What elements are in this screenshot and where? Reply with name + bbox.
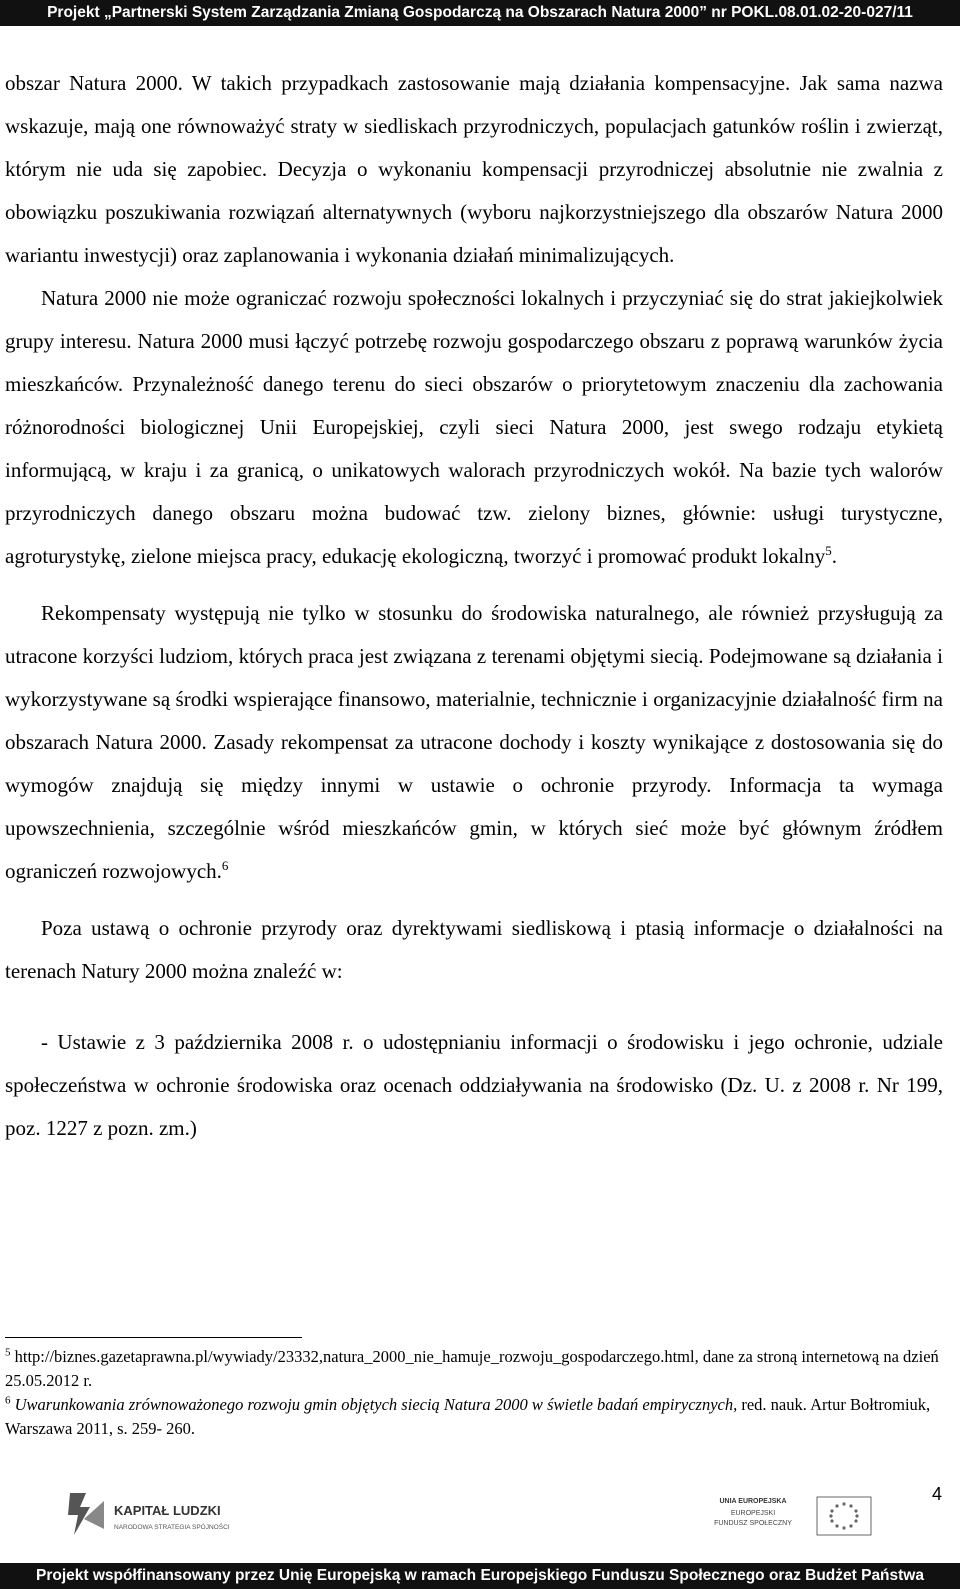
paragraph-1: obszar Natura 2000. W takich przypadkach zastosowanie mają działania kompensacyjne. Jak sama nazwa wskazuje, mają one równoważyć straty w siedliskach przyrodniczych, populacjach gatunków roślin i zwierząt, którym nie uda się zapobiec. Decyzja o wykonaniu kompensacji przyrodniczej absolutnie nie zwalnia z obowiązku poszukiwania rozwiązań alternatywnych (wyboru najkorzystniejszego dla obszarów Natura 2000 wariantu inwestycji) oraz zaplanowania i wykonania działań minimalizujących. <box>5 71 943 267</box>
paragraph-2-end: . <box>831 544 838 568</box>
footnote-6-rest: red. nauk. Artur Bołtromiuk, Warszawa 2011, s. 259- 260. <box>5 1395 931 1438</box>
body-text <box>5 62 943 1150</box>
footnote-5 <box>5 1345 943 1393</box>
footnotes <box>5 1345 943 1441</box>
footer-text: Projekt współfinansowany przez Unię Europejską w ramach Europejskiego Funduszu Społecznego oraz Budżet Państwa <box>36 1567 924 1584</box>
paragraph-3 <box>5 592 943 893</box>
footnote-ref-6: 6 <box>221 858 229 873</box>
logo-left-line2: NARODOWA STRATEGIA SPÓJNOŚCI <box>114 1524 230 1531</box>
logo-right-line2: EUROPEJSKI <box>730 1510 776 1517</box>
kapital-ludzki-logo <box>64 1489 249 1541</box>
footnote-6-number: 6 <box>5 1394 11 1407</box>
footnote-6 <box>5 1393 943 1441</box>
paragraph-5-list-item: - Ustawie z 3 października 2008 r. o udostępnianiu informacji o środowisku i jego ochronie, udziale społeczeństwa w ochronie środowiska oraz ocenach oddziaływania na środowisko (Dz. U. z 2008 r. Nr 199, poz. 1227 z pozn. zm.) <box>5 1030 943 1140</box>
paragraph-2-text: Natura 2000 nie może ograniczać rozwoju społeczności lokalnych i przyczyniać się do strat jakiejkolwiek grupy interesu. Natura 2000 musi łączyć potrzebę rozwoju gospodarczego obszaru z poprawą warunków życia mieszkańców. Przynależność danego terenu do sieci obszarów o priorytetowym znaczeniu dla zachowania różnorodności biologicznej Unii Europejskiej, czyli sieci Natura 2000, jest swego rodzaju etykietą informującą, w kraju i za granicą, o unikatowych walorach przyrodniczych wokół. Na bazie tych walorów przyrodniczych danego obszaru można budować tzw. zielony biznes, głównie: usługi turystyczne, agroturystykę, zielone miejsca pracy, edukację ekologiczną, tworzyć i promować produkt lokalny <box>5 286 943 568</box>
logo-right-line1: UNIA EUROPEJSKA <box>719 1498 787 1505</box>
footnote-5-number: 5 <box>5 1346 11 1359</box>
kapital-ludzki-emblem-icon <box>64 1489 249 1541</box>
page-number: 4 <box>931 1484 942 1504</box>
logo-right-line3: FUNDUSZ SPOŁECZNY <box>714 1520 792 1527</box>
eu-logo-group <box>705 1491 880 1541</box>
footnote-separator <box>5 1337 302 1338</box>
footnote-5-text: http://biznes.gazetaprawna.pl/wywiady/23332,natura_2000_nie_hamuje_rozwoju_gospodarczego.html, dane za stroną internetową na dzień 25.05.2012 r. <box>5 1347 939 1390</box>
header-text: Projekt „Partnerski System Zarządzania Zmianą Gospodarczą na Obszarach Natura 2000” nr POKL.08.01.02-20-027/11 <box>47 4 913 21</box>
paragraph-4: Poza ustawą o ochronie przyrody oraz dyrektywami siedliskową i ptasią informacje o działalności na terenach Natury 2000 można znaleźć w: <box>5 916 943 983</box>
page-footer-bar <box>0 1563 960 1589</box>
page-header-bar <box>0 0 960 26</box>
footnote-6-title: Uwarunkowania zrównoważonego rozwoju gmin objętych siecią Natura 2000 w świetle badań empirycznych, <box>14 1395 738 1414</box>
paragraph-3-text: Rekompensaty występują nie tylko w stosunku do środowiska naturalnego, ale również przysługują za utracone korzyści ludziom, których praca jest związana z terenami objętymi siecią. Podejmowane są działania i wykorzystywane są środki wspierające finansowo, materialnie, technicznie i organizacyjnie działalność firm na obszarach Natura 2000. Zasady rekompensat za utracone dochody i koszty wynikające z dostosowania się do wymogów znajdują się między innymi w ustawie o ochronie przyrody. Informacja ta wymaga upowszechnienia, szczególnie wśród mieszkańców gmin, w których sieć może być głównym źródłem ograniczeń rozwojowych. <box>5 601 943 883</box>
logo-left-line1: KAPITAŁ LUDZKI <box>114 1503 221 1518</box>
paragraph-2 <box>5 277 943 578</box>
eu-efs-logo <box>705 1491 880 1541</box>
eu-flag-icon <box>817 1497 871 1535</box>
footnote-ref-5: 5 <box>825 543 832 558</box>
